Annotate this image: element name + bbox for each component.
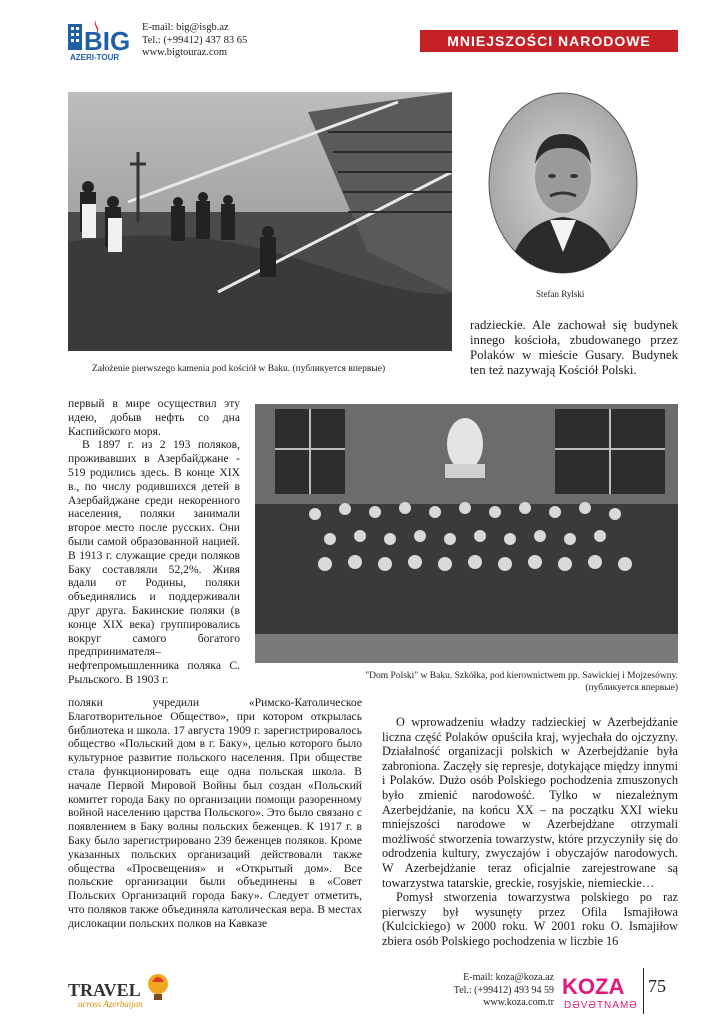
svg-text:KOZA: KOZA bbox=[562, 974, 625, 999]
koza-logo bbox=[560, 972, 638, 1012]
polish-text-bottom: O wprowadzeniu władzy radzieckiej w Azerbejdżanie liczna część Polaków opuściła kraj, wyjechała do ojczyzny. Działalność organizacji polskich w Azerbejdżanie była zabroniona. Zaczęły się represje, dotykające między innymi i Polaków. Dużo osób Polskiego pochodzenia zmuszonych było zmienić narodowość. Tylko w niezależnym Azerbejdżanie, na końcu XX – na początku XXI wieku mniejszości narodowe w Azerbejdżane otrzymali możliwość stworzenia towarzystw, które przyczyniły się do odrodzenia kultury, zwyczajów i obyczajów narodowych. W Azerbejdżanie teraz oficjalnie zarejestrowane są towarzystwa tatarskie, greckie, rosyjskie, niemieckie… Pomysł stworzenia towarzystwa polskiego po raz pierwszy był wysunęty przez Ofila Ismajiłowa (Kulcickiego) w 2000 roku. W 2001 roku O. Ismajiłow zbiera osób Polskiego pochodzenia w liczbie 16 bbox=[382, 715, 678, 948]
portrait-caption: Stefan Rylski bbox=[536, 289, 585, 299]
svg-text:BIG: BIG bbox=[84, 26, 130, 56]
footer-web[interactable]: www.koza.com.tr bbox=[483, 997, 554, 1008]
svg-text:across Azerbaijan: across Azerbaijan bbox=[78, 999, 143, 1009]
russian-text-wide: поляки учредили «Римско-Католическое Благотворительное Общество», при котором открылась библиотека и школа. 17 августа 1909 г. зарегистрировалось общество «Польский дом в г. Баку», целью которого было культурное развитие польского населения. При обществе стала функционировать еще одна польская школа. В начале Первой Мировой Войны был создан «Польский комитет города Баку по организации помощи разоренному войной населению царства Польского». Это было связано с появлением в Баку волны польских беженцев. К 1917 г. в Баку было зарегистрировано 239 беженцев поляков. Кроме указанных польских организаций действовали также общества «Просвещения» и «Открытый дом». Все польские организации были объединены в «Совет Польских Организаций города Баку». Следует отметить, что поляков также объединяла католическая вера. В местах дислокации польских полков на Кавказе bbox=[68, 696, 362, 930]
svg-text:AZERI-TOUR: AZERI-TOUR bbox=[70, 53, 120, 62]
footer-divider bbox=[643, 968, 644, 1014]
footer-tel: Tel.: (+99412) 493 94 59 bbox=[453, 984, 554, 996]
big-azeri-tour-logo bbox=[68, 18, 130, 62]
ceremony-caption: Założenie pierwszego kamenia pod kościół w Baku. (публикуется впервые) bbox=[92, 364, 386, 374]
section-title-bar: MNIEJSZOŚCI NARODOWE bbox=[420, 30, 678, 52]
svg-text:DƏVƏTNAMƏ: DƏVƏTNAMƏ bbox=[564, 1000, 638, 1011]
ceremony-photo bbox=[68, 92, 452, 351]
school-caption bbox=[300, 670, 678, 694]
school-caption-line2: (публикуется впервые) bbox=[585, 683, 678, 693]
polish-text-top: radzieckie. Ale zachował się budynek innego kościoła, zbudowanego przez Polaków w mieście Gusary. Budynek ten też nazywają Kościół Polski. bbox=[470, 318, 678, 377]
russian-text-narrow: первый в мире осуществил эту идею, добыв нефть со дна Каспийского моря. В 1897 г. из 2 193 поляков, проживавших в Азербайджане - 519 родились здесь. В конце XIX в., по числу родившихся детей в Азербайджане среди некоренного населения, поляки занимали второе место после русских. Они были самой образованной нацией. В 1913 г. служащие среди поляков Баку составляли 52,2%. Живя вдали от Родины, поляки объединялись и поддерживали друг друга. Бакинские поляки (в конце XIX века) группировались вокруг самого богатого предпринимателя–нефтепромышленника поляка С. Рыльского. В 1903 г. bbox=[68, 397, 240, 686]
svg-text:TRAVEL: TRAVEL bbox=[68, 980, 141, 1000]
header-tel: Tel.: (+99412) 437 83 65 bbox=[142, 34, 248, 46]
footer-contact bbox=[430, 972, 554, 1010]
portrait-photo bbox=[488, 92, 638, 274]
travel-across-azerbaijan-logo bbox=[68, 970, 178, 1010]
school-caption-line1: "Dom Polski" w Baku. Szkółka, pod kierownictwem pp. Sawickiej i Mojzesówny. bbox=[365, 671, 678, 681]
school-photo bbox=[255, 404, 678, 663]
page-number: 75 bbox=[648, 976, 666, 996]
header-web[interactable]: www.bigtouraz.com bbox=[142, 47, 228, 58]
header-email[interactable]: E-mail: big@isgb.az bbox=[142, 22, 229, 33]
footer-email[interactable]: E-mail: koza@koza.az bbox=[463, 972, 554, 983]
header-contact bbox=[142, 22, 247, 60]
